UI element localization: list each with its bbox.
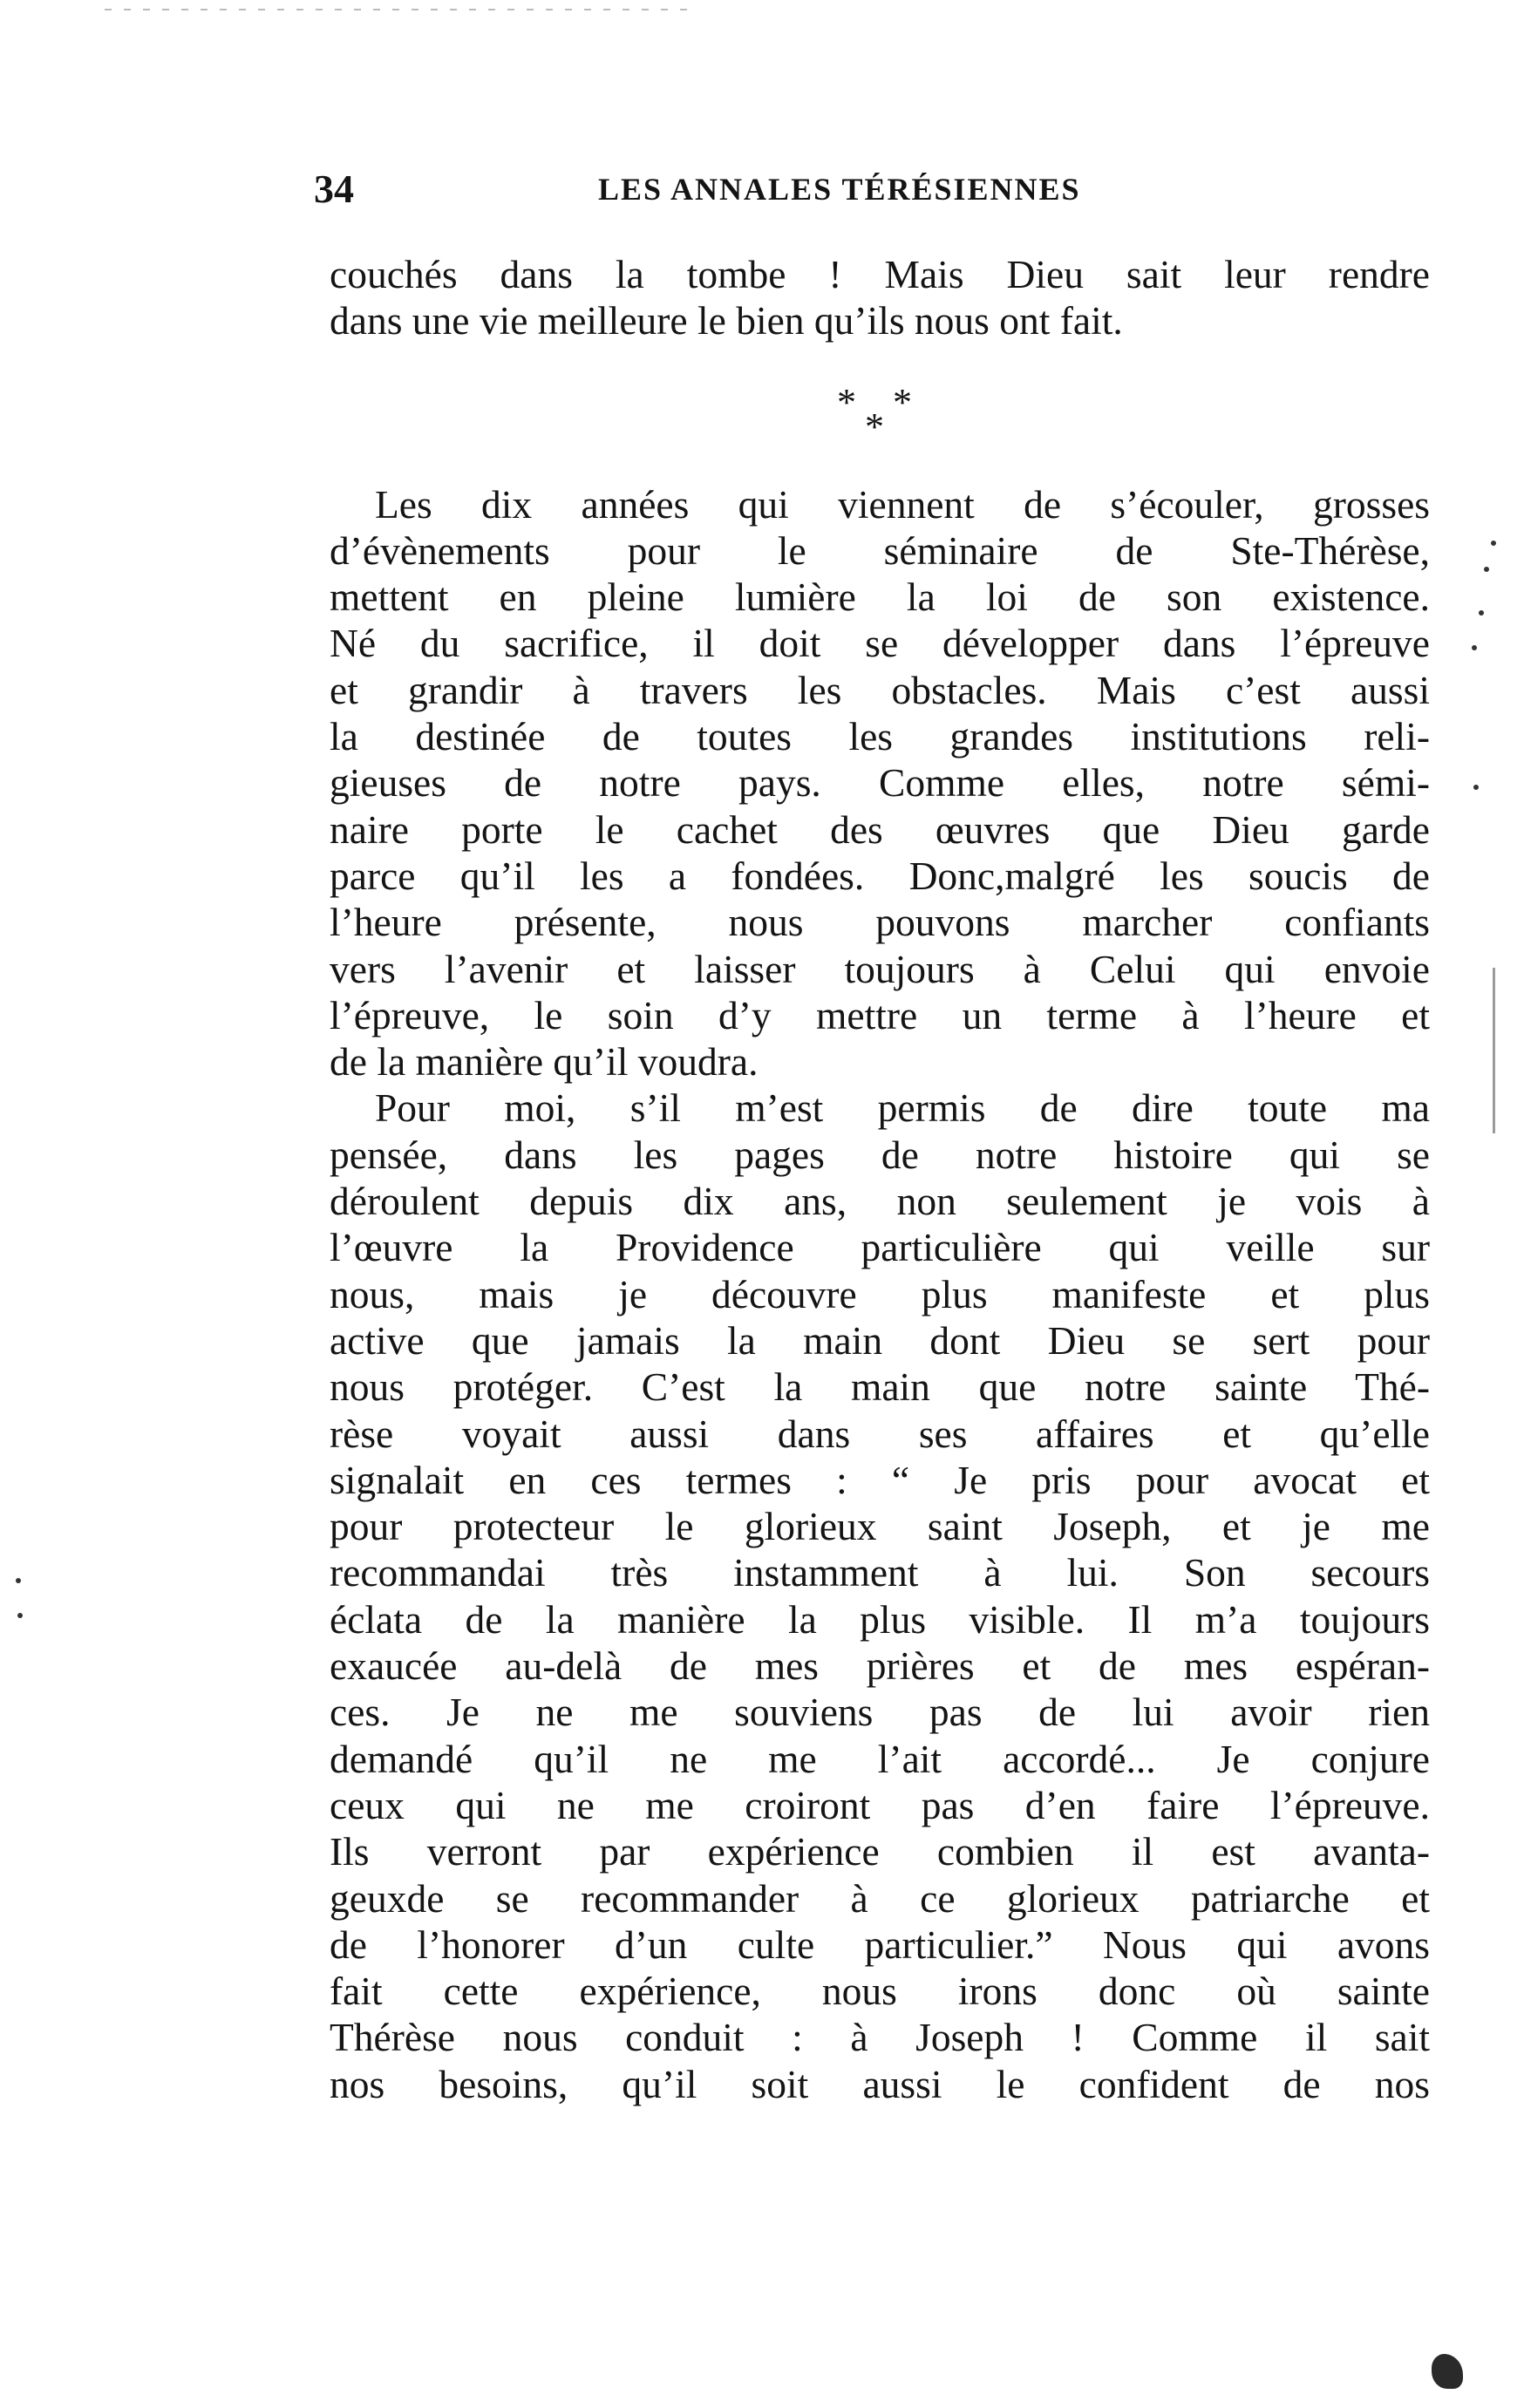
text-line: fait cette expérience, nous irons donc où sainte [330,1969,1430,2014]
running-head [314,159,1465,220]
text-line: de la manière qu’il voudra. [330,1039,759,1085]
top-edge-shadow [105,9,697,10]
text-line: Ils verront par expérience combien il est avanta- [330,1829,1430,1874]
body-text [330,251,1430,2107]
text-line: signalait en ces termes : “ Je pris pour avocat et [330,1457,1430,1502]
text-line: de l’honorer d’un culte particulier.” Nous qui avons [330,1922,1430,1967]
text-line: vers l’avenir et laisser toujours à Celui qui envoie [330,946,1430,991]
text-line: rèse voyait aussi dans ses affaires et qu’elle [330,1411,1430,1456]
text-line: Né du sacrifice, il doit se développer dans l’épreuve [330,621,1430,666]
text-line: déroulent depuis dix ans, non seulement je vois à [330,1179,1430,1224]
asterism-ornament [837,380,942,450]
scan-speck [16,1578,21,1583]
text-line: active que jamais la main dont Dieu se sert pour [330,1317,1430,1363]
text-line: Thérèse nous conduit : à Joseph ! Comme il sait [330,2015,1430,2060]
text-line: l’épreuve, le soin d’y mettre un terme à l’heure et [330,992,1430,1037]
text-line: ceux qui ne me croiront pas d’en faire l’épreuve. [330,1782,1430,1827]
text-line: geuxde se recommander à ce glorieux patriarche et [330,1875,1430,1921]
paragraph [330,1085,1430,2107]
text-line: gieuses de notre pays. Comme elles, notre sémi- [330,760,1430,806]
text-line: demandé qu’il ne me l’ait accordé... Je conjure [330,1736,1430,1781]
text-line: pensée, dans les pages de notre histoire qui se [330,1132,1430,1177]
scan-speck [1484,567,1489,572]
page-number: 34 [314,167,354,211]
text-line: nous, mais je découvre plus manifeste et plus [330,1271,1430,1316]
text-line: dans une vie meilleure le bien qu’ils nous ont fait. [330,298,1123,344]
scan-speck [1473,785,1479,790]
paragraph-continued [330,251,1430,344]
text-line: d’évènements pour le séminaire de Ste-Thérèse, [330,527,1430,573]
running-title: LES ANNALES TÉRÉSIENNES [598,172,1081,207]
text-line: et grandir à travers les obstacles. Mais c’est aussi [330,667,1430,712]
text-line: parce qu’il les a fondées. Donc,malgré les soucis de [330,853,1430,898]
text-line: couchés dans la tombe ! Mais Dieu sait leur rendre [330,252,1430,296]
text-line: Pour moi, s’il m’est permis de dire toute ma [375,1085,1430,1131]
text-line: éclata de la manière la plus visible. Il m’a toujours [330,1596,1430,1642]
text-line: exaucée au-delà de mes prières et de mes espéran- [330,1643,1430,1689]
asterisk-glyph: * [837,381,856,424]
scan-speck [1472,645,1477,650]
text-line: mettent en pleine lumière la loi de son existence. [330,575,1430,620]
scan-speck [17,1613,23,1618]
text-line: naire porte le cachet des œuvres que Dieu garde [330,806,1430,852]
margin-rule [1493,968,1495,1133]
asterisk-glyph: * [893,381,912,424]
text-line: l’heure présente, nous pouvons marcher confiants [330,900,1430,945]
asterisk-glyph: * [865,405,884,448]
text-line: l’œuvre la Providence particulière qui veille sur [330,1225,1430,1270]
text-line: nos besoins, qu’il soit aussi le confident de nos [330,2061,1430,2106]
text-line: ces. Je ne me souviens pas de lui avoir rien [330,1690,1430,1735]
scan-speck [1491,541,1496,546]
text-line: nous protéger. C’est la main que notre sainte Thé- [330,1364,1430,1410]
scan-speck [1479,610,1484,616]
text-line: Les dix années qui viennent de s’écouler, grosses [375,481,1430,527]
text-line: la destinée de toutes les grandes institutions reli- [330,714,1430,759]
text-line: pour protecteur le glorieux saint Joseph, et je me [330,1504,1430,1549]
corner-smudge [1432,2354,1463,2389]
text-line: recommandai très instamment à lui. Son secours [330,1550,1430,1595]
paragraph [330,481,1430,1085]
